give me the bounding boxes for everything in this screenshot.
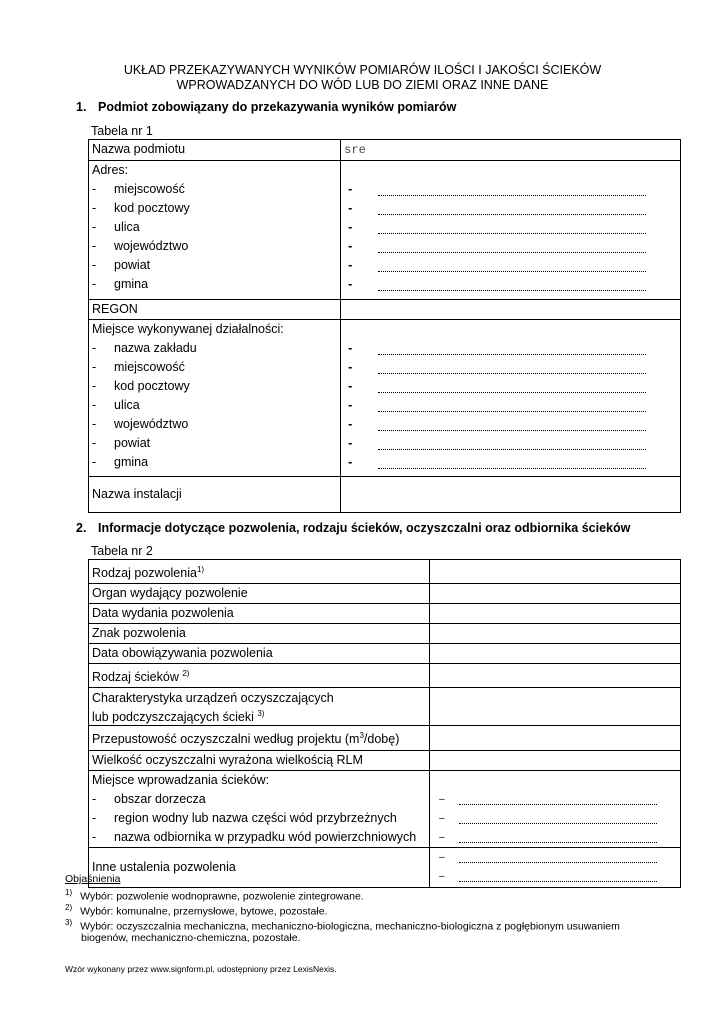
table-row: Przepustowość oczyszczalni według projektu $(m^3/dobę)$ xyxy=(89,726,430,750)
activity-field[interactable]: - xyxy=(344,339,680,358)
footer-credit: Wzór wykonany przez www.signform.pl, udostępniony przez LexisNexis. xyxy=(65,964,337,974)
list-item: - obszar dorzecza xyxy=(92,791,206,806)
list-item: - nazwa zakładu xyxy=(92,341,197,355)
table-row: Organ wydający pozwolenie xyxy=(89,584,430,604)
subject-name-label: Nazwa podmiotu xyxy=(89,140,341,161)
section1-number: 1. xyxy=(76,100,87,114)
list-item: - gmina xyxy=(92,277,149,291)
table-row: Rodzaj pozwolenia$^{1)}$ xyxy=(89,560,430,584)
discharge-fields-cell xyxy=(430,770,681,847)
activity-field[interactable]: - xyxy=(344,358,680,377)
activity-label: Miejsce wykonywanej działalności: xyxy=(92,322,284,336)
discharge-field[interactable]: – xyxy=(433,809,680,828)
section1-title: Podmiot zobowiązany do przekazywania wyników pomiarów xyxy=(98,100,457,114)
table-row: Data wydania pozwolenia xyxy=(89,604,430,624)
note-2: $^{2)}$ Wybór: komunalne, przemysłowe, bytowe, pozostałe. xyxy=(65,903,328,918)
list-item: - powiat xyxy=(92,436,151,450)
list-item: - gmina xyxy=(92,455,149,469)
address-field[interactable]: - xyxy=(344,256,680,275)
permit-number-field[interactable] xyxy=(430,624,681,644)
treatment-devices-field[interactable] xyxy=(430,688,681,726)
address-field[interactable]: - xyxy=(344,180,680,199)
wastewater-type-field[interactable] xyxy=(430,664,681,688)
table-row: Rodzaj ścieków $^{2)}$ xyxy=(89,664,430,688)
installation-field[interactable] xyxy=(341,477,681,513)
other-terms-cell xyxy=(430,847,681,887)
table1-label: Tabela nr 1 xyxy=(91,124,153,138)
activity-field[interactable]: - xyxy=(344,415,680,434)
note-3-continuation: biogenów, mechaniczno-chemiczna, pozostałe. xyxy=(81,932,301,944)
discharge-field[interactable]: – xyxy=(433,790,680,809)
table-row: Inne ustalenia pozwolenia xyxy=(89,847,430,887)
table-row: Znak pozwolenia xyxy=(89,624,430,644)
table2-label: Tabela nr 2 xyxy=(91,544,153,558)
activity-field[interactable]: - xyxy=(344,396,680,415)
address-field[interactable]: - xyxy=(344,275,680,294)
list-item: - region wodny lub nazwa części wód przybrzeżnych xyxy=(92,810,397,825)
issuing-authority-field[interactable] xyxy=(430,584,681,604)
discharge-field[interactable]: – xyxy=(433,828,680,847)
note-3: $^{3)}$ Wybór: oczyszczalnia mechaniczna, mechaniczno-biologiczna, mechaniczno-biologiczna z pogłębionym usuwaniem xyxy=(65,918,620,933)
subject-name-value: sre xyxy=(344,143,366,157)
subject-name-field[interactable] xyxy=(341,140,681,161)
activity-field[interactable]: - xyxy=(344,453,680,472)
table-1 xyxy=(88,139,681,513)
address-field[interactable]: - xyxy=(344,199,680,218)
list-item: - kod pocztowy xyxy=(92,201,190,215)
discharge-place-cell: Miejsce wprowadzania ścieków: - obszar dorzecza - region wodny lub nazwa części wód przybrzeżnych - nazwa odbiornika w przypadku wód powierzchniowych xyxy=(89,770,430,847)
document-title-line2: WPROWADZANYCH DO WÓD LUB DO ZIEMI ORAZ INNE DANE xyxy=(176,78,549,92)
activity-field[interactable]: - xyxy=(344,434,680,453)
capacity-field[interactable] xyxy=(430,726,681,750)
table-row: Charakterystyka urządzeń oczyszczających lub podczyszczających ścieki $^{3)}$ xyxy=(89,688,430,726)
address-field[interactable]: - xyxy=(344,237,680,256)
list-item: - kod pocztowy xyxy=(92,379,190,393)
activity-field[interactable]: - xyxy=(344,377,680,396)
activity-fields-cell xyxy=(341,320,681,477)
installation-label: Nazwa instalacji xyxy=(89,477,341,513)
address-label: Adres: xyxy=(92,163,129,177)
regon-field[interactable] xyxy=(341,300,681,320)
list-item: - województwo xyxy=(92,417,189,431)
issue-date-field[interactable] xyxy=(430,604,681,624)
list-item: - miejscowość xyxy=(92,182,185,196)
section2-title: Informacje dotyczące pozwolenia, rodzaju ścieków, oczyszczalni oraz odbiornika ścieków xyxy=(98,521,631,535)
list-item: - województwo xyxy=(92,239,189,253)
permit-type-field[interactable] xyxy=(430,560,681,584)
address-field[interactable]: - xyxy=(344,218,680,237)
list-item: - powiat xyxy=(92,258,151,272)
table-row: Data obowiązywania pozwolenia xyxy=(89,644,430,664)
list-item: - nazwa odbiornika w przypadku wód powierzchniowych xyxy=(92,829,417,844)
address-cell xyxy=(89,161,341,300)
table-row: Wielkość oczyszczalni wyrażona wielkością RLM xyxy=(89,750,430,770)
other-terms-field[interactable]: – xyxy=(433,848,680,867)
list-item: - ulica xyxy=(92,220,140,234)
activity-cell xyxy=(89,320,341,477)
notes-title: Objaśnienia xyxy=(65,873,121,885)
document-title-line1: UKŁAD PRZEKAZYWANYCH WYNIKÓW POMIARÓW ILOŚCI I JAKOŚCI ŚCIEKÓW xyxy=(123,63,602,77)
regon-label: REGON xyxy=(89,300,341,320)
other-terms-field[interactable]: – xyxy=(433,867,680,886)
validity-date-field[interactable] xyxy=(430,644,681,664)
address-fields-cell xyxy=(341,161,681,300)
table-2 xyxy=(88,559,681,888)
list-item: - miejscowość xyxy=(92,360,185,374)
section2-number: 2. xyxy=(76,521,87,535)
note-1: $^{1)}$ Wybór: pozwolenie wodnoprawne, pozwolenie zintegrowane. xyxy=(65,888,364,903)
rlm-field[interactable] xyxy=(430,750,681,770)
list-item: - ulica xyxy=(92,398,140,412)
